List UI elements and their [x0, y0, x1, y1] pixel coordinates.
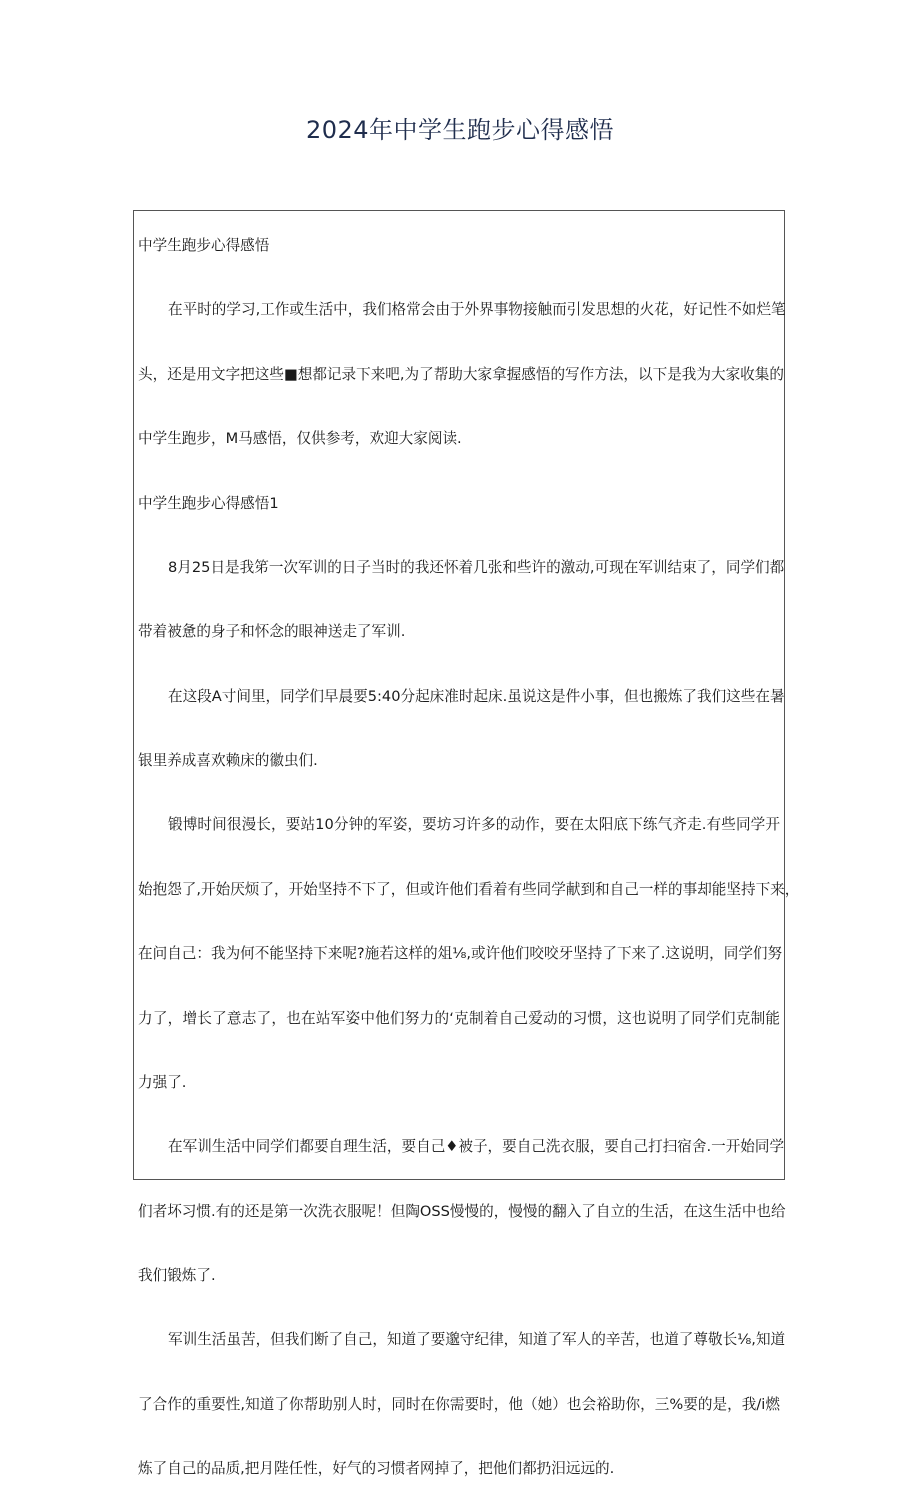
paragraph-line: 在这段A寸间里，同学们早晨要5:40分起床准时起床.虽说这是件小事，但也搬炼了我们这些在暑	[168, 687, 785, 705]
paragraph-line: 我们锻炼了.	[138, 1267, 216, 1284]
line-gap	[138, 327, 780, 359]
paragraph-line: 在问自己：我为何不能坚持下来呢?施若这样的俎⅛,或许他们咬咬牙坚持了下来了.这说明，同学们努	[138, 945, 783, 963]
content-frame	[133, 210, 800, 1478]
line-gap	[138, 713, 780, 745]
line-gap	[138, 1228, 780, 1260]
paragraph-line: 在军训生活中同学们都要自理生活，要自己♦被子，要自己洗衣服，要自己打扫宿舍.一开始同学	[168, 1138, 785, 1156]
paragraph-line: 头，还是用文字把这些■想都记录下来吧,为了帮助大家拿握感悟的写作方法，以下是我为大家收集的	[138, 365, 784, 383]
line-gap	[138, 1357, 780, 1389]
content-body	[138, 230, 800, 1485]
paragraph-line: 在平时的学习,工作或生活中，我们格常会由于外界事物接触而引发思想的火花，好记性不如烂笔	[168, 301, 786, 319]
line-gap	[138, 1292, 780, 1324]
document-title: 2024年中学生跑步心得感悟	[305, 116, 615, 144]
paragraph-line: 了合作的重要性,知道了你帮助别人时，同时在你需要时，他（她）也会裕助你，三%要的是，我/i燃	[138, 1395, 780, 1413]
line-gap	[138, 584, 780, 616]
line-gap	[138, 1163, 780, 1195]
line-gap	[138, 842, 780, 874]
line-gap	[138, 1421, 780, 1453]
line-gap	[138, 648, 780, 680]
paragraph-line: 力强了.	[138, 1073, 187, 1091]
paragraph-line: 始抱怨了,开始厌烦了，开始坚持不下了，但或许他们看着有些同学献到和自己一样的事却能坚持下来，	[138, 880, 800, 898]
paragraph-line: 带着被惫的身子和怀念的眼神送走了军训.	[138, 623, 406, 641]
paragraph-line: 8月25日是我笫一次军训的日子当时的我还怀着几张和些许的激动,可现在军训结束了，同学们都	[168, 558, 785, 576]
line-gap	[138, 391, 780, 423]
line-gap	[138, 1035, 780, 1067]
paragraph-line: 力了，增长了意志了，也在站军姿中他们努力的‘克制着自己爱动的习惯，这也说明了同学们克制能	[138, 1009, 780, 1027]
line-gap	[138, 777, 780, 809]
paragraph-line: 中学生跑步，M马感悟，仅供参考，欢迎大家阅读.	[138, 430, 462, 448]
line-gap	[138, 520, 780, 552]
paragraph-line: 银里养成喜欢赖床的徽虫们.	[138, 752, 318, 769]
line-gap	[138, 262, 780, 294]
line-gap	[138, 455, 780, 487]
line-gap	[138, 906, 780, 938]
paragraph-line: 炼了自己的品质,把月陛任性，好气的习惯者网掉了，把他们都扔汨远远的.	[138, 1460, 615, 1478]
line-gap	[138, 970, 780, 1002]
paragraph-line: 们者坏习惯.有的还是第一次洗衣服呢！但陶OSS慢慢的，慢慢的翻入了自立的生活，在这生活中也给	[138, 1202, 786, 1220]
section-heading: 中学生跑步心得感悟1	[138, 494, 279, 512]
paragraph-line: 锻博时间很漫长，要站10分钟的军姿，要坊习许多的动作，要在太阳底下练气齐走.有些同学开	[168, 816, 780, 834]
line-gap	[138, 1099, 780, 1131]
paragraph-line: 军训生活虽苦，但我们断了自己，知道了要邈守纪律，知道了军人的辛苦，也道了尊敬长⅛,知道	[168, 1331, 786, 1349]
section-heading: 中学生跑步心得感悟	[138, 237, 270, 254]
